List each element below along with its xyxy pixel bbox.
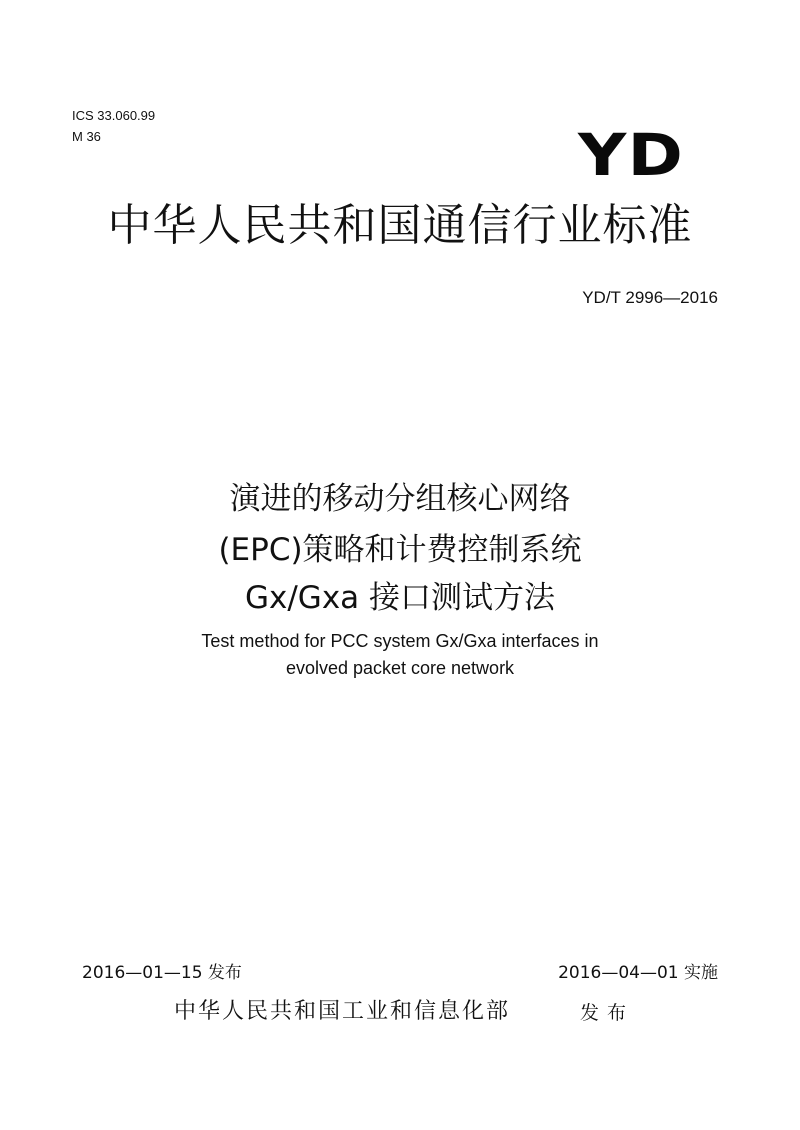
implementation-date: 2016—04—01 实施 [558, 963, 718, 983]
standard-category-title: 中华人民共和国通信行业标准 [107, 200, 693, 251]
publisher: 中华人民共和国工业和信息化部 [174, 999, 511, 1024]
yd-logo: YD [578, 121, 684, 189]
classification-code: M 36 [72, 129, 101, 144]
title-zh-line-3: Gx/Gxa 接口测试方法 [244, 580, 556, 616]
title-zh-line-1: 演进的移动分组核心网络 [229, 481, 571, 517]
issue-date: 2016—01—15 发布 [82, 963, 242, 983]
ics-code: ICS 33.060.99 [72, 108, 156, 123]
standard-number: YD/T 2996—2016 [582, 288, 718, 307]
title-en-line-1: Test method for PCC system Gx/Gxa interfaces in [201, 631, 599, 651]
title-zh-line-2: (EPC)策略和计费控制系统 [218, 532, 582, 568]
publish-label: 发布 [580, 1002, 635, 1024]
title-en-line-2: evolved packet core network [285, 658, 515, 678]
